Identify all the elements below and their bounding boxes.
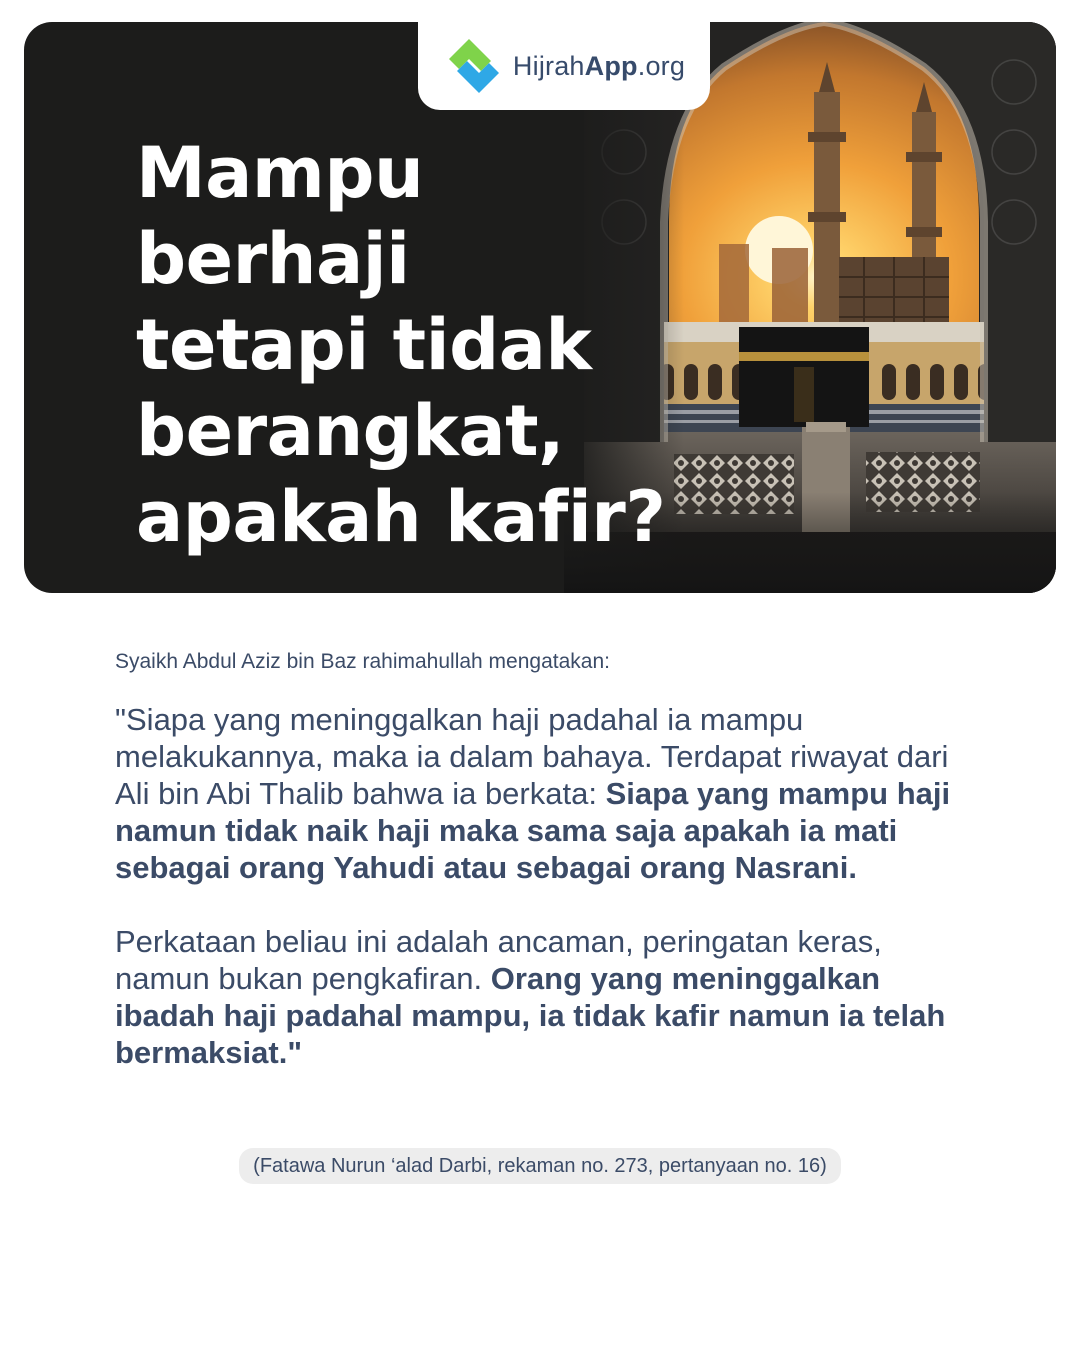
quote-emphasis: Orang yang meninggalkan ibadah haji padahal mampu, ia tidak kafir namun ia telah bermaksiat." xyxy=(115,961,946,1070)
title-line: tetapi tidak xyxy=(136,304,592,386)
citation-badge: (Fatawa Nurun ‘alad Darbi, rekaman no. 273, pertanyaan no. 16) xyxy=(239,1148,841,1184)
brand-name-suffix: .org xyxy=(637,50,686,81)
hero-banner xyxy=(24,22,1056,593)
quote-paragraph-1 xyxy=(115,701,985,886)
quote-text: Perkataan beliau ini adalah ancaman, peringatan keras, namun bukan pengkafiran. xyxy=(115,924,882,996)
hijrah-logo-icon xyxy=(443,35,505,97)
title-line: apakah kafir? xyxy=(136,476,666,558)
quote-emphasis: Siapa yang mampu haji namun tidak naik haji maka sama saja apakah ia mati sebagai orang Yahudi atau sebagai orang Nasrani. xyxy=(115,776,951,885)
title-line: berangkat, xyxy=(136,390,565,472)
title-line: berhaji xyxy=(136,218,410,300)
brand-name xyxy=(513,51,685,82)
brand-logo[interactable] xyxy=(418,22,710,110)
quote-section xyxy=(115,648,985,1071)
citation-row xyxy=(0,1148,1080,1184)
attribution: Syaikh Abdul Aziz bin Baz rahimahullah mengatakan: xyxy=(115,650,610,673)
quote-paragraph-2 xyxy=(115,923,985,1071)
title-line: Mampu xyxy=(136,132,424,214)
page-title xyxy=(136,130,696,560)
quote-text: "Siapa yang meninggalkan haji padahal ia mampu melakukannya, maka ia dalam bahaya. Terdapat riwayat dari Ali bin Abi Thalib bahwa ia berkata: xyxy=(115,702,949,811)
brand-name-bold: App xyxy=(584,50,638,81)
brand-name-prefix: Hijrah xyxy=(512,50,585,81)
